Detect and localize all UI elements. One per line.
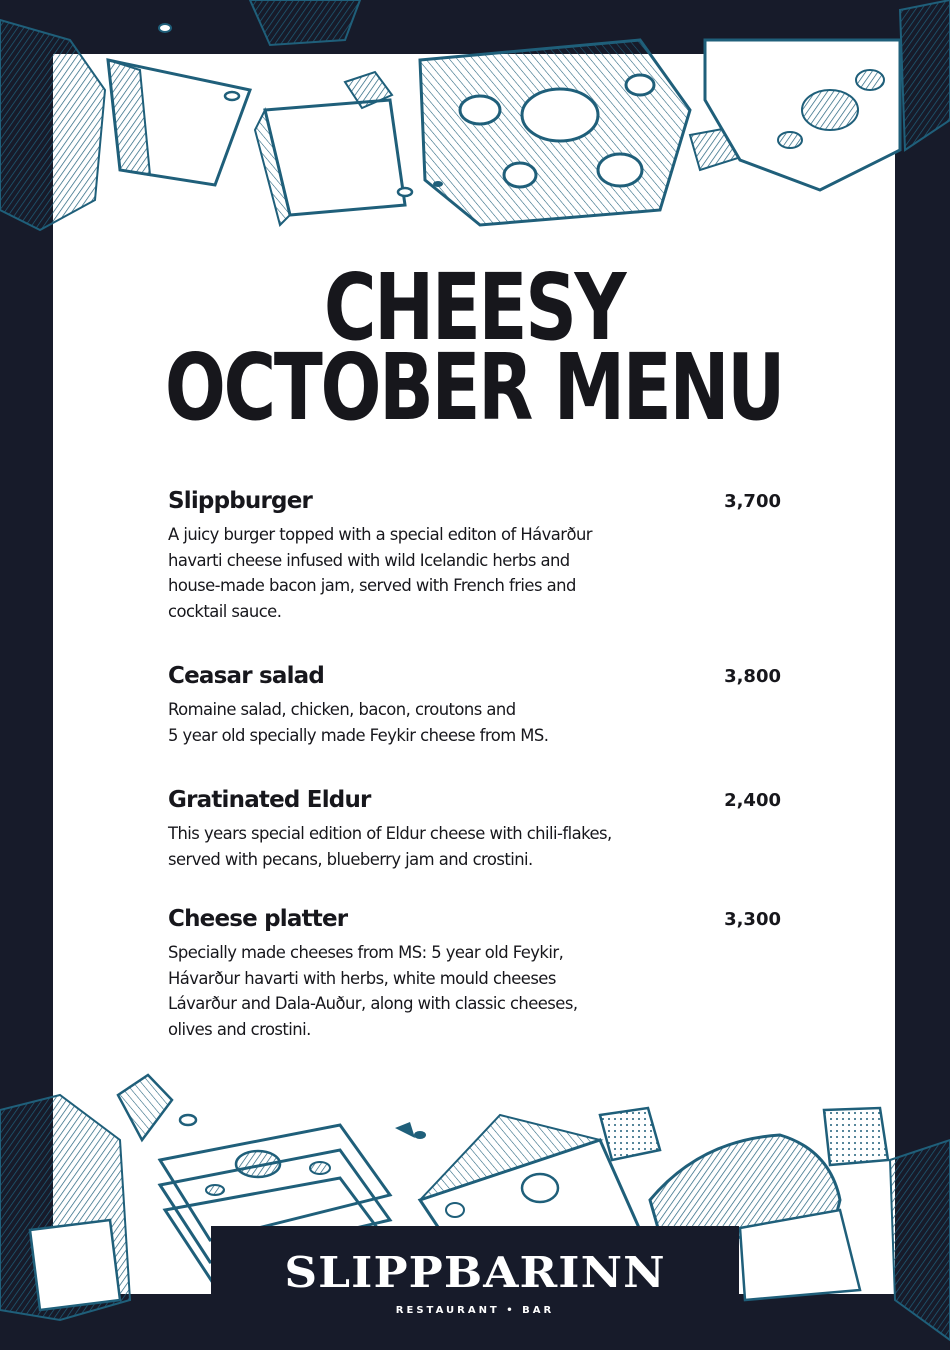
menu-item-description: Romaine salad, chicken, bacon, croutons and 5 year old specially made Feykir cheese from MS. [168,700,549,745]
menu-item-name: Ceasar salad [168,663,325,689]
menu-item-name: Gratinated Eldur [168,787,371,813]
brand-name: SLIPPBARINN [284,1248,666,1297]
top-cheese-group [0,0,950,230]
menu-title-line-2: OCTOBER MENU [164,334,784,441]
menu-item-description: Specially made cheeses from MS: 5 year old Feykir, Hávarður havarti with herbs, white mould cheeses Lávarður and Dala-Auður, along with classic cheeses, olives and crostini. [168,943,578,1039]
menu-item [168,486,783,661]
menu-items [168,486,783,1042]
brand-tagline: RESTAURANT • BAR [395,1305,555,1316]
menu-item-description: This years special edition of Eldur cheese with chili-flakes, served with pecans, blueberry jam and crostini. [168,824,612,869]
menu-item-price: 2,400 [724,790,781,811]
menu-item-name: Cheese platter [168,906,348,932]
menu-item-price: 3,800 [724,666,781,687]
menu-item [168,785,783,904]
menu-item [168,904,783,1042]
menu-item-price: 3,300 [724,909,781,930]
menu-item-name: Slippburger [168,488,313,514]
menu-item-description: A juicy burger topped with a special editon of Hávarður havarti cheese infused with wild Icelandic herbs and house-made bacon jam, served with French fries and cocktail sauce. [168,525,592,621]
menu-item [168,661,783,785]
restaurant-logo [211,1226,739,1350]
menu-title-line-1: CHEESY [323,254,625,361]
menu-item-price: 3,700 [724,491,781,512]
menu-title [146,254,803,441]
